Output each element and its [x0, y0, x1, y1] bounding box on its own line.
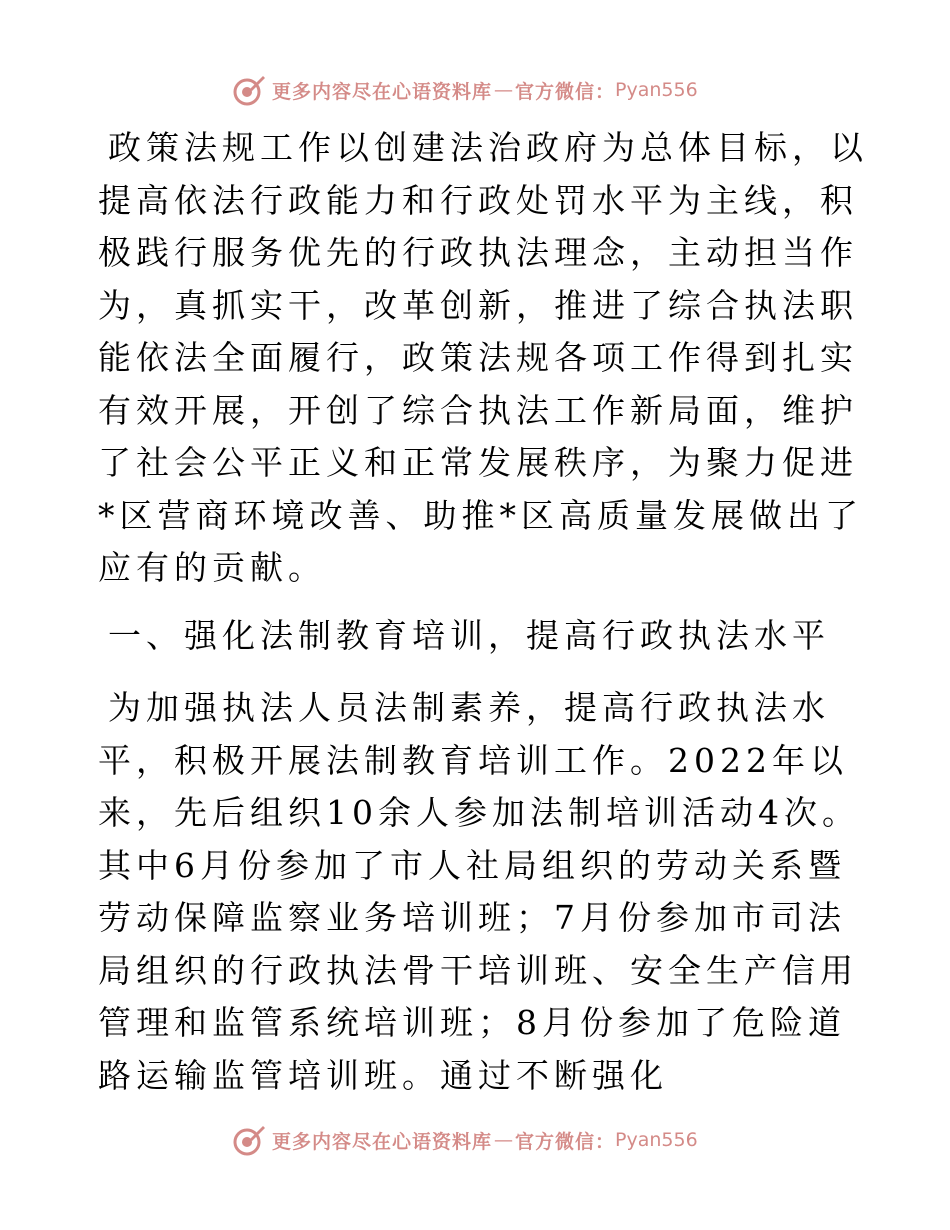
watermark-wechat-id: Pyan556: [615, 1129, 698, 1151]
watermark-footer: [232, 1120, 712, 1160]
watermark-separator: —: [494, 79, 514, 101]
quill-seal-icon: [232, 1123, 266, 1157]
paragraph-intro: 政策法规工作以创建法治政府为总体目标，以提高依法行政能力和行政处罚水平为主线，积极践行服务优先的行政执法理念，主动担当作为，真抓实干，改革创新，推进了综合执法职能依法全面履行，政策法规各项工作得到扎实有效开展，开创了综合执法工作新局面，维护了社会公平正义和正常发展秩序，为聚力促进*区营商环境改善、助推*区高质量发展做出了应有的贡献。: [98, 128, 868, 587]
section-heading: 一、强化法制教育培训，提高行政执法水平: [108, 615, 830, 655]
watermark-brand: 更多内容尽在心语资料库: [272, 1130, 493, 1153]
watermark-wechat-label: 官方微信：: [515, 1130, 616, 1153]
watermark-brand: 更多内容尽在心语资料库: [272, 80, 493, 103]
watermark-wechat-label: 官方微信：: [515, 80, 616, 103]
watermark-wechat-id: Pyan556: [615, 79, 698, 101]
quill-seal-icon: [232, 73, 266, 107]
watermark-header: [232, 70, 712, 110]
paragraph-training: 为加强执法人员法制素养，提高行政执法水平，积极开展法制教育培训工作。2022年以来，先后组织10余人参加法制培训活动4次。其中6月份参加了市人社局组织的劳动关系暨劳动保障监察业务培训班；7月份参加市司法局组织的行政执法骨干培训班、安全生产信用管理和监管系统培训班；8月份参加了危险道路运输监管培训班。通过不断强化: [98, 688, 860, 1095]
document-body: [98, 122, 868, 1102]
watermark-separator: —: [494, 1129, 514, 1151]
